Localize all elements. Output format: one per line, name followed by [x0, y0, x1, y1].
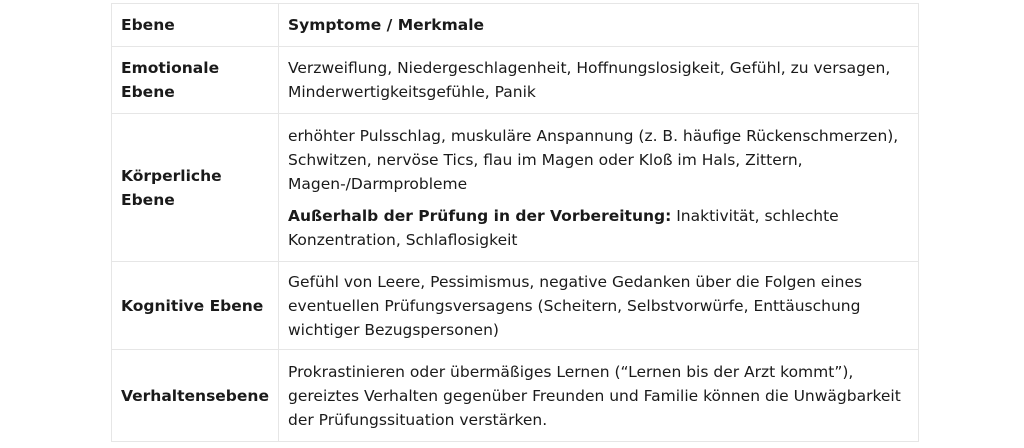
- row-cell-physical: [279, 114, 919, 262]
- row-text-cognitive: Gefühl von Leere, Pessimismus, negative Gedanken über die Folgen eines eventuellen Prüfungsversagens (Scheitern, Selbstvorwürfe, Enttäuschung wichtiger Bezugspersonen): [279, 262, 919, 350]
- row-level-emotional: Emotionale Ebene: [112, 47, 279, 114]
- table-row: [112, 262, 919, 350]
- table-header-row: [112, 4, 919, 47]
- row-text-behavior: Prokrastinieren oder übermäßiges Lernen (“Lernen bis der Arzt kommt”), gereiztes Verhalten gegenüber Freunden und Familie können die Unwägbarkeit der Prüfungssituation verstärken.: [279, 350, 919, 442]
- row-extra-label: Außerhalb der Prüfung in der Vorbereitung:: [288, 206, 672, 225]
- row-text-physical: erhöhter Pulsschlag, muskuläre Anspannung (z. B. häufige Rückenschmerzen), Schwitzen, nervöse Tics, flau im Magen oder Kloß im Hals, Zittern, Magen-/Darmprobleme: [288, 126, 899, 193]
- header-level: Ebene: [112, 4, 279, 47]
- table-row: [112, 350, 919, 442]
- row-extra-physical: [288, 204, 909, 252]
- table-row: [112, 47, 919, 114]
- row-level-behavior: Verhaltensebene: [112, 350, 279, 442]
- row-level-physical: Körperliche Ebene: [112, 114, 279, 262]
- table-row: [112, 114, 919, 262]
- row-level-cognitive: Kognitive Ebene: [112, 262, 279, 350]
- symptoms-table: [111, 3, 919, 442]
- row-extra-text: Inaktivität, schlechte Konzentration, Schlaflosigkeit: [288, 206, 839, 249]
- row-text-emotional: Verzweiflung, Niedergeschlagenheit, Hoffnungslosigkeit, Gefühl, zu versagen, Minderwertigkeitsgefühle, Panik: [279, 47, 919, 114]
- header-symptoms: Symptome / Merkmale: [279, 4, 919, 47]
